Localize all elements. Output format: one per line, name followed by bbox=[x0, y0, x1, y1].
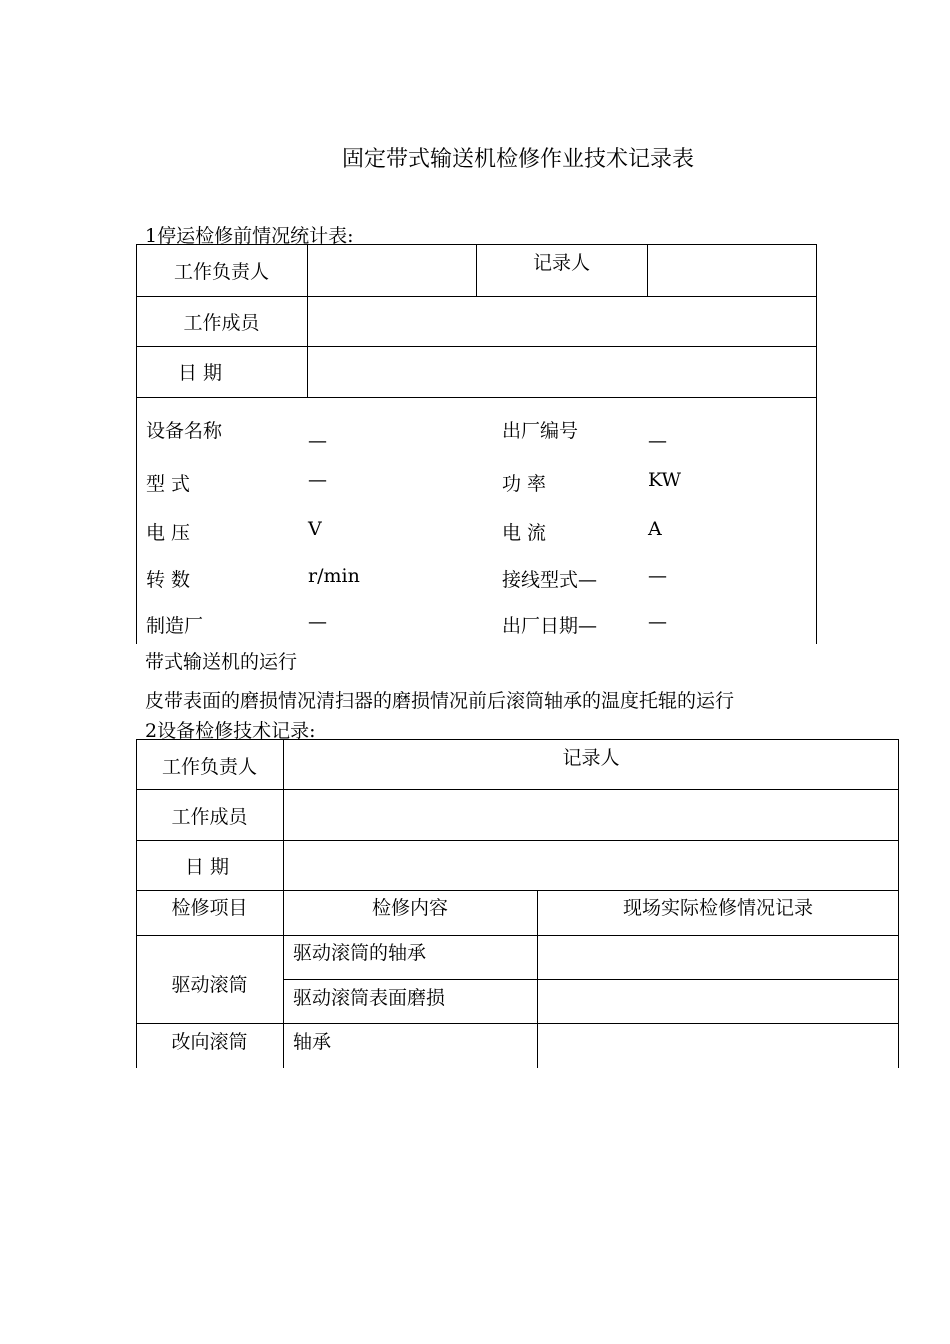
table-border bbox=[136, 840, 899, 841]
voltage-value: V bbox=[308, 518, 322, 540]
table-border bbox=[136, 346, 817, 347]
equipment-name-value: — bbox=[308, 430, 327, 452]
maker-label: 制造厂 bbox=[146, 615, 204, 637]
factory-date-value: — bbox=[648, 611, 667, 633]
members-label: 工作成员 bbox=[183, 312, 260, 334]
table-row-content: 轴承 bbox=[293, 1031, 332, 1053]
table-row-content: 驱动滚筒表面磨损 bbox=[293, 987, 446, 1009]
voltage-label: 电 压 bbox=[146, 522, 191, 544]
model-label: 型 式 bbox=[146, 473, 191, 495]
table-row-content: 驱动滚筒的轴承 bbox=[293, 942, 427, 964]
table-border bbox=[136, 1023, 899, 1024]
table-border bbox=[136, 789, 899, 790]
wiring-value: — bbox=[648, 565, 667, 587]
recorder-label-2: 记录人 bbox=[562, 747, 620, 769]
wiring-label: 接线型式— bbox=[502, 569, 598, 591]
speed-value: r/min bbox=[308, 565, 360, 587]
recorder-label: 记录人 bbox=[532, 252, 590, 274]
leader-label-2: 工作负责人 bbox=[161, 756, 257, 778]
serial-value: — bbox=[648, 430, 667, 452]
table-row-item: 改向滚筒 bbox=[171, 1031, 248, 1053]
table-border bbox=[136, 739, 899, 740]
maker-value: — bbox=[308, 611, 327, 633]
page-title: 固定带式输送机检修作业技术记录表 bbox=[341, 147, 694, 172]
power-label: 功 率 bbox=[502, 473, 547, 495]
table-border bbox=[136, 935, 899, 936]
date-label: 日 期 bbox=[178, 362, 223, 384]
table-row-item: 驱动滚筒 bbox=[171, 974, 248, 996]
leader-label: 工作负责人 bbox=[173, 261, 269, 283]
table-border bbox=[136, 244, 137, 644]
table-border bbox=[283, 979, 899, 980]
power-value: KW bbox=[648, 469, 682, 491]
note-line-1: 带式输送机的运行 bbox=[145, 651, 298, 673]
table-border bbox=[136, 296, 817, 297]
table-border bbox=[647, 244, 648, 296]
table-border bbox=[136, 890, 899, 891]
serial-label: 出厂编号 bbox=[502, 420, 579, 442]
factory-date-label: 出厂日期— bbox=[502, 615, 598, 637]
current-label: 电 流 bbox=[502, 522, 547, 544]
column-header-record: 现场实际检修情况记录 bbox=[622, 897, 813, 919]
speed-label: 转 数 bbox=[146, 569, 191, 591]
section1-heading: 1停运检修前情况统计表: bbox=[145, 225, 354, 247]
table-border bbox=[816, 244, 817, 644]
equipment-name-label: 设备名称 bbox=[146, 420, 223, 442]
model-value: — bbox=[308, 469, 327, 491]
current-value: A bbox=[648, 518, 662, 540]
members-label-2: 工作成员 bbox=[171, 806, 248, 828]
table-border bbox=[136, 397, 817, 398]
date-label-2: 日 期 bbox=[185, 856, 230, 878]
column-header-content: 检修内容 bbox=[371, 897, 448, 919]
note-line-2: 皮带表面的磨损情况清扫器的磨损情况前后滚筒轴承的温度托辊的运行 bbox=[145, 690, 735, 712]
section2-heading: 2设备检修技术记录: bbox=[145, 720, 316, 742]
column-header-item: 检修项目 bbox=[171, 897, 248, 919]
table-border bbox=[307, 244, 308, 397]
